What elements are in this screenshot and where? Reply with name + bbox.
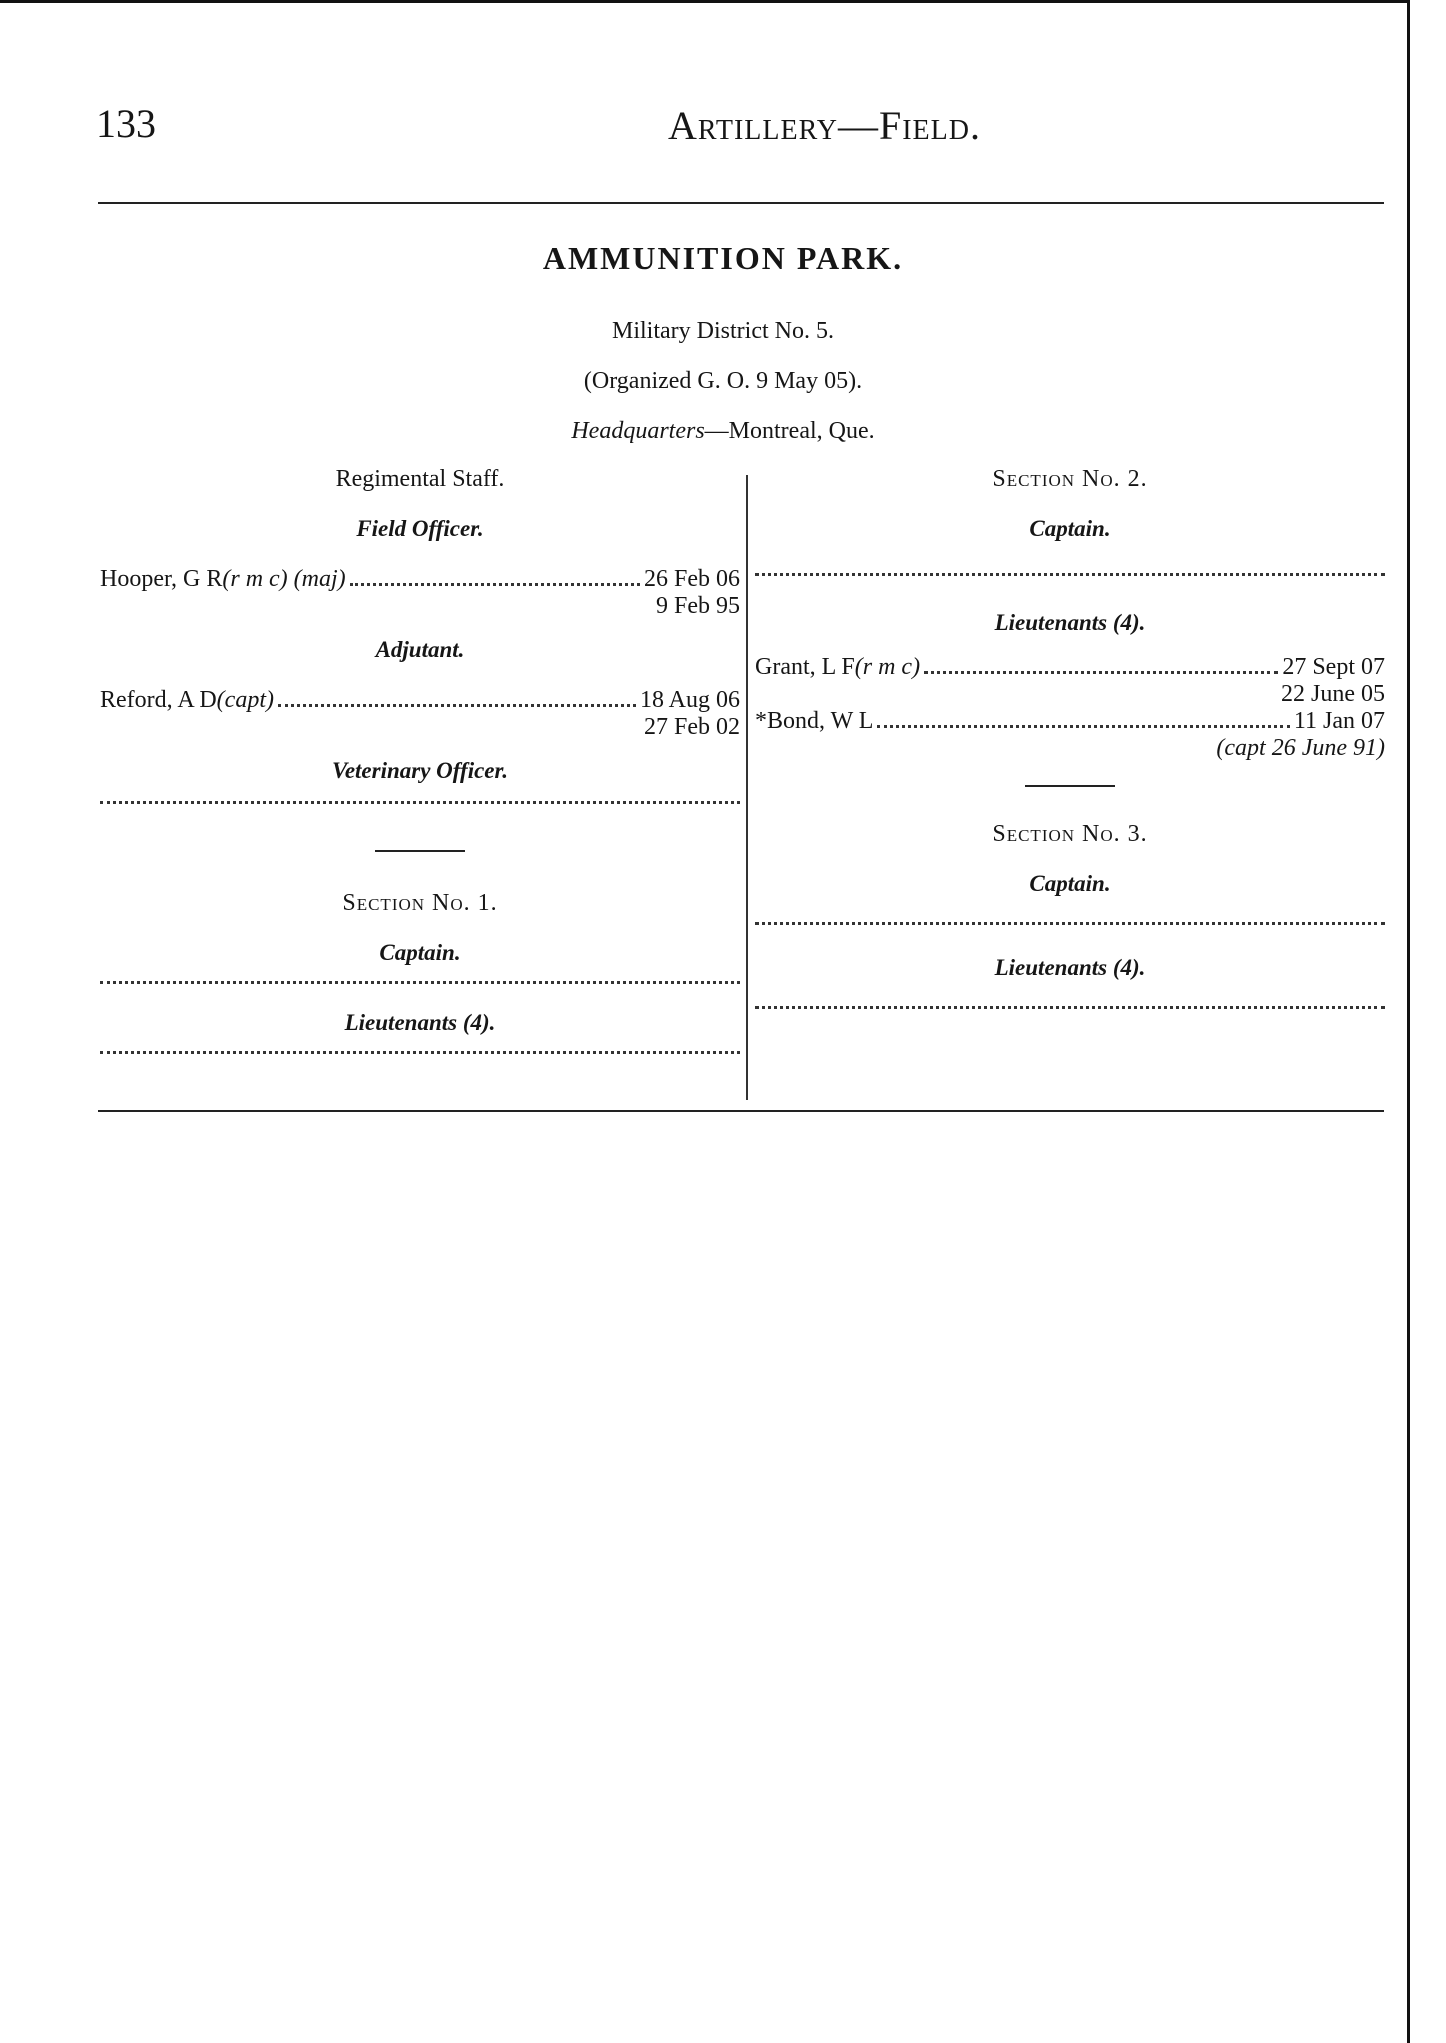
- header-rule: [98, 202, 1384, 204]
- section-3-lieutenants-heading: Lieutenants (4).: [994, 955, 1146, 980]
- leader-dots: [278, 703, 636, 707]
- section-3-captain-heading: Captain.: [1029, 871, 1111, 896]
- officer-quals: (r m c): [854, 654, 921, 680]
- officer-quals: (r m c) (maj): [222, 566, 346, 592]
- vacant-line: [100, 800, 740, 804]
- right-column: [755, 466, 1385, 1009]
- section-2-lieutenants-heading: Lieutenants (4).: [994, 610, 1146, 635]
- section-1-captain-heading: Captain.: [379, 940, 461, 965]
- hq-label: Headquarters: [571, 418, 705, 444]
- adjutant-entry: [100, 687, 740, 714]
- section-3-heading: Section No. 3.: [992, 821, 1148, 847]
- leader-dots: [924, 670, 1278, 674]
- veterinary-officer-heading: Veterinary Officer.: [332, 758, 508, 783]
- headquarters-line: [0, 418, 1446, 445]
- left-column: [100, 466, 740, 1054]
- section-1-heading: Section No. 1.: [342, 890, 498, 916]
- running-title: Artillery—Field.: [668, 103, 981, 148]
- regimental-staff-heading: Regimental Staff.: [335, 466, 505, 492]
- officer-date-secondary: 9 Feb 95: [656, 593, 740, 619]
- officer-name: Grant, L F: [755, 654, 855, 680]
- officer-date: 27 Sept 07: [1282, 654, 1385, 680]
- section-2-heading: Section No. 2.: [992, 466, 1148, 492]
- officer-quals: (capt): [216, 687, 274, 713]
- lieutenant-entry: [755, 654, 1385, 681]
- vacant-line: [755, 921, 1385, 925]
- leader-dots: [350, 582, 640, 586]
- hq-value: —Montreal, Que.: [704, 418, 875, 444]
- officer-name: Hooper, G R: [100, 566, 223, 592]
- top-edge-line: [0, 0, 1410, 3]
- page-edge-line: [1407, 0, 1410, 2043]
- officer-date: 18 Aug 06: [639, 687, 740, 713]
- organized-line: (Organized G. O. 9 May 05).: [583, 368, 863, 394]
- officer-date-secondary: 22 June 05: [1281, 681, 1385, 707]
- officer-date: 26 Feb 06: [644, 566, 740, 592]
- vacant-line: [755, 572, 1385, 576]
- section-rule: [375, 850, 465, 852]
- section-1-lieutenants-heading: Lieutenants (4).: [344, 1010, 496, 1035]
- vacant-line: [100, 1050, 740, 1054]
- page-number: 133: [96, 101, 156, 146]
- footer-rule: [98, 1110, 1384, 1112]
- field-officer-entry: [100, 566, 740, 593]
- field-officer-heading: Field Officer.: [356, 516, 484, 541]
- officer-note: (capt 26 June 91): [1216, 735, 1385, 761]
- leader-dots: [877, 724, 1289, 728]
- vacant-line: [755, 1005, 1385, 1009]
- section-rule: [1025, 785, 1115, 787]
- officer-date-secondary: 27 Feb 02: [644, 714, 740, 740]
- officer-date: 11 Jan 07: [1293, 708, 1385, 734]
- vacant-line: [100, 980, 740, 984]
- district-line: Military District No. 5.: [612, 318, 834, 344]
- lieutenant-entry: [755, 708, 1385, 735]
- column-divider: [746, 475, 748, 1100]
- officer-name: Reford, A D: [100, 687, 217, 713]
- officer-name: *Bond, W L: [755, 708, 874, 734]
- unit-title: AMMUNITION PARK.: [542, 240, 904, 276]
- section-2-captain-heading: Captain.: [1029, 516, 1111, 541]
- adjutant-heading: Adjutant.: [375, 637, 465, 662]
